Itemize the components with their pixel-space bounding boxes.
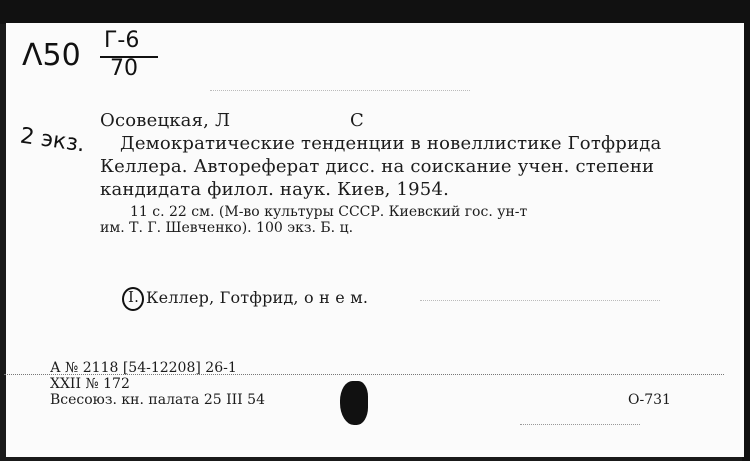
- author-initial2: С: [350, 110, 364, 131]
- footer-line-1: А № 2118 [54-12208] 26-1: [50, 360, 237, 376]
- subject-heading: Келлер, Готфрид, о н е м.: [146, 288, 369, 307]
- footer-line-3: Всесоюз. кн. палата 25 III 54: [50, 392, 265, 408]
- scan-noise: [420, 300, 660, 301]
- subject-number: I.: [128, 288, 140, 306]
- copies-note: 2 экз.: [18, 123, 87, 158]
- shelf-fraction-bottom: 70: [110, 56, 138, 81]
- scan-noise: [520, 424, 640, 425]
- ink-blot: [340, 381, 368, 425]
- shelf-fraction-top: Г-6: [104, 28, 140, 53]
- card-code: О-731: [628, 392, 671, 408]
- footer-line-2: XXII № 172: [50, 376, 130, 392]
- scan-border-top: [0, 0, 750, 24]
- title-line-2: Келлера. Автореферат дисс. на соискание учен. степени: [100, 156, 655, 177]
- physical-line-1: 11 с. 22 см. (М-во культуры СССР. Киевский гос. ун-т: [130, 204, 528, 220]
- physical-line-2: им. Т. Г. Шевченко). 100 экз. Б. ц.: [100, 220, 354, 236]
- scan-noise: [210, 90, 470, 91]
- title-line-3: кандидата филол. наук. Киев, 1954.: [100, 179, 450, 200]
- shelf-mark: Λ50: [22, 38, 81, 73]
- author: Осовецкая, Л: [100, 110, 231, 131]
- title-line-1: Демократические тенденции в новеллистике Готфрида: [120, 133, 662, 154]
